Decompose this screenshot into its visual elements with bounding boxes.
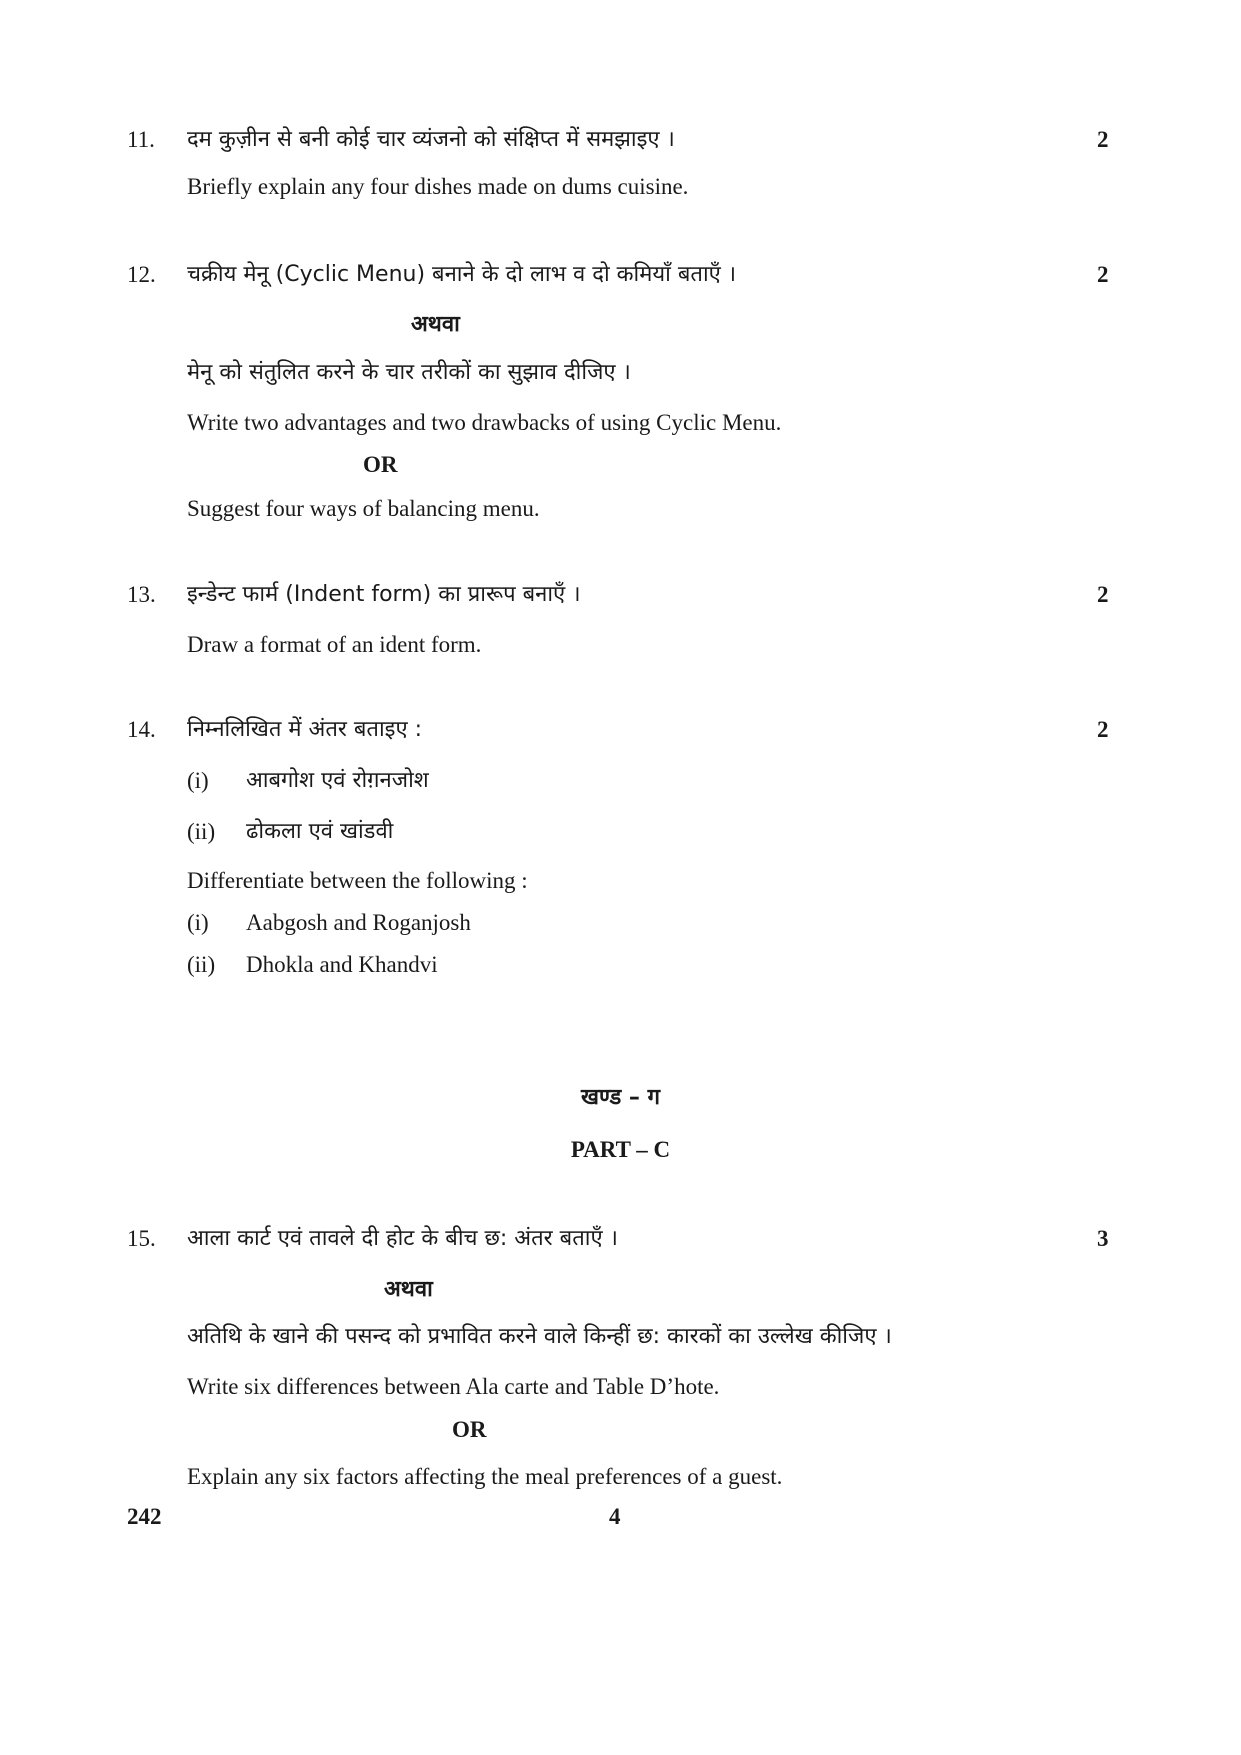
q15-english-alt: Explain any six factors affecting the meal preferences of a guest. bbox=[187, 1464, 783, 1489]
q15-or-hindi: अथवा bbox=[384, 1277, 433, 1302]
q15-english: Write six differences between Ala carte and Table D’hote. bbox=[187, 1374, 720, 1399]
q14-hindi-item-roman: (i) bbox=[187, 768, 209, 793]
q14-hindi: निम्नलिखित में अंतर बताइए : bbox=[187, 717, 423, 742]
page-number: 4 bbox=[609, 1504, 621, 1529]
q14-english: Differentiate between the following : bbox=[187, 868, 528, 893]
q11-number: 11. bbox=[127, 127, 155, 152]
q14-english-item-text: Dhokla and Khandvi bbox=[246, 952, 438, 977]
q15-hindi: आला कार्ट एवं तावले दी होट के बीच छ: अंतर बताएँ । bbox=[187, 1226, 618, 1251]
q11-marks: 2 bbox=[1097, 127, 1109, 152]
q12-number: 12. bbox=[127, 262, 156, 287]
paper-code: 242 bbox=[127, 1504, 162, 1529]
q14-english-item-roman: (ii) bbox=[187, 952, 216, 977]
section-heading-english: PART – C bbox=[570, 1137, 671, 1162]
q14-number: 14. bbox=[127, 717, 156, 742]
q12-or-hindi: अथवा bbox=[411, 312, 460, 337]
q13-english: Draw a format of an ident form. bbox=[187, 632, 482, 657]
q13-number: 13. bbox=[127, 582, 156, 607]
q12-hindi: चक्रीय मेनू (Cyclic Menu) बनाने के दो लाभ व दो कमियाँ बताएँ । bbox=[187, 262, 737, 287]
q14-hindi-item-text: ढोकला एवं खांडवी bbox=[246, 819, 394, 844]
q11-hindi: दम कुज़ीन से बनी कोई चार व्यंजनो को संक्षिप्त में समझाइए । bbox=[187, 127, 675, 152]
q11-english: Briefly explain any four dishes made on dums cuisine. bbox=[187, 174, 689, 199]
q14-english-item-text: Aabgosh and Roganjosh bbox=[246, 910, 471, 935]
q14-hindi-item-text: आबगोश एवं रोग़नजोश bbox=[246, 768, 429, 793]
q15-hindi-alt: अतिथि के खाने की पसन्द को प्रभावित करने वाले किन्हीं छ: कारकों का उल्लेख कीजिए । bbox=[187, 1324, 892, 1349]
q13-hindi: इन्डेन्ट फार्म (Indent form) का प्रारूप बनाएँ । bbox=[187, 582, 581, 607]
q12-or-english: OR bbox=[363, 452, 398, 477]
q12-marks: 2 bbox=[1097, 262, 1109, 287]
q15-marks: 3 bbox=[1097, 1226, 1109, 1251]
q14-marks: 2 bbox=[1097, 717, 1109, 742]
q15-number: 15. bbox=[127, 1226, 156, 1251]
q15-or-english: OR bbox=[452, 1417, 487, 1442]
q12-english-alt: Suggest four ways of balancing menu. bbox=[187, 496, 540, 521]
q12-english: Write two advantages and two drawbacks of using Cyclic Menu. bbox=[187, 410, 782, 435]
q13-marks: 2 bbox=[1097, 582, 1109, 607]
q14-hindi-item-roman: (ii) bbox=[187, 819, 216, 844]
q14-english-item-roman: (i) bbox=[187, 910, 209, 935]
q12-hindi-alt: मेनू को संतुलित करने के चार तरीकों का सुझाव दीजिए । bbox=[187, 360, 631, 385]
section-heading-hindi: खण्ड – ग bbox=[581, 1085, 660, 1110]
